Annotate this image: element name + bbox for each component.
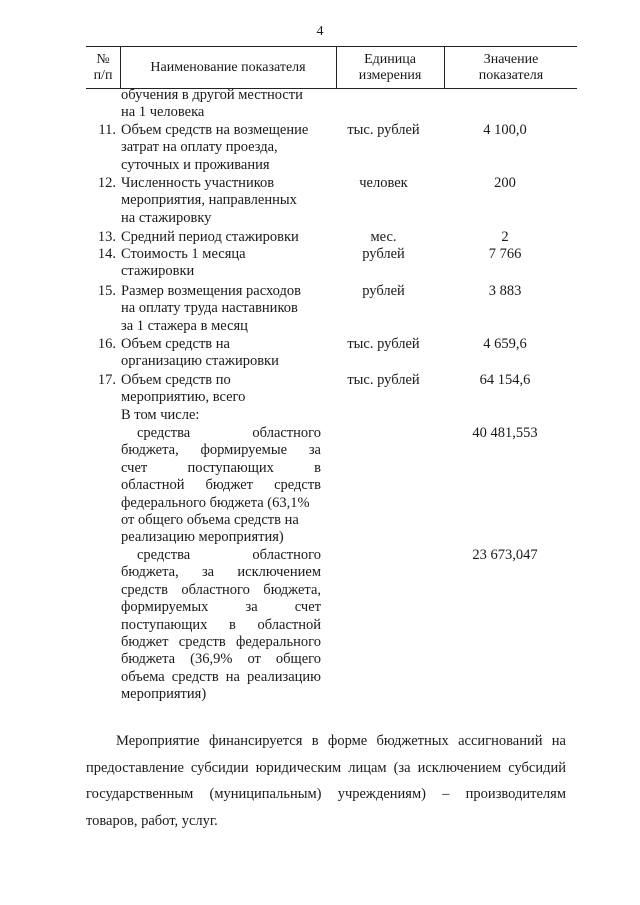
header-value-line-1: Значение: [483, 51, 539, 67]
name-line: средства областного: [137, 425, 321, 441]
row-name-continuation: [121, 87, 321, 122]
name-line: затрат на оплату проезда,: [121, 139, 278, 156]
row-name-subitem-federal: [121, 425, 321, 547]
header-number-symbol: №: [96, 51, 110, 67]
row-value-11: 4 100,0: [483, 122, 527, 138]
name-line: объема средств на реализацию: [121, 668, 321, 685]
row-name-15: [121, 283, 321, 335]
row-unit-12: человек: [359, 175, 408, 191]
row-unit-17: тыс. рублей: [347, 372, 420, 388]
name-line: Численность участников: [121, 175, 275, 191]
name-line: Объем средств на: [121, 336, 230, 352]
row-value-17: 64 154,6: [479, 372, 531, 388]
name-line: поступающих в областной: [121, 616, 321, 633]
name-line: реализацию мероприятия): [121, 529, 284, 546]
name-line: Объем средств по: [121, 372, 231, 388]
name-line: бюджета, за исключением: [121, 564, 321, 581]
row-unit-15: рублей: [362, 283, 405, 299]
name-line: областной бюджет средств: [121, 477, 321, 494]
row-name-16: [121, 336, 321, 371]
row-value-16: 4 659,6: [483, 336, 527, 352]
paragraph-line: товаров, работ, услуг.: [86, 812, 218, 829]
header-unit-line-1: Единица: [364, 51, 416, 67]
row-value-13: 2: [501, 229, 509, 245]
row-name-subitem-regional: [121, 547, 321, 704]
name-line: Средний период стажировки: [121, 229, 299, 245]
name-line: на оплату труда наставников: [121, 300, 298, 317]
row-unit-16: тыс. рублей: [347, 336, 420, 352]
name-line: организацию стажировки: [121, 353, 279, 370]
name-line: мероприятию, всего: [121, 389, 246, 406]
name-line: мероприятия): [121, 686, 207, 703]
row-number-11: 11.: [98, 122, 116, 138]
row-unit-11: тыс. рублей: [347, 122, 420, 138]
row-number-13: 13.: [97, 229, 116, 245]
name-line: В том числе:: [121, 406, 200, 423]
header-name-label: Наименование показателя: [150, 59, 306, 75]
name-line: бюджет средств федерального: [121, 634, 321, 651]
row-number-12: 12.: [97, 175, 116, 191]
paragraph-line: предоставление субсидии юридическим лицам (за исключением субсидий: [86, 759, 566, 776]
row-name-11: [121, 122, 321, 174]
row-name-13: [121, 229, 321, 246]
header-value-line-2: показателя: [478, 67, 544, 83]
row-number-16: 16.: [97, 336, 116, 352]
name-line: средства областного: [137, 547, 321, 563]
row-value-12: 200: [494, 175, 516, 191]
row-value-subitem-federal: 40 481,553: [472, 425, 538, 441]
row-unit-13: мес.: [370, 229, 397, 245]
name-line: на стажировку: [121, 209, 212, 226]
name-line: средств областного бюджета,: [121, 581, 321, 598]
row-number-15: 15.: [97, 283, 116, 299]
paragraph-line: государственным (муниципальным) учреждениям) – производителям: [86, 786, 566, 802]
row-value-15: 3 883: [488, 283, 522, 299]
name-line: Размер возмещения расходов: [121, 283, 301, 299]
name-line: от общего объема средств на: [121, 512, 299, 529]
header-number-abbrev: п/п: [93, 67, 113, 83]
name-line: бюджета, формируемые за: [121, 442, 321, 459]
row-unit-14: рублей: [362, 246, 405, 262]
paragraph-line: Мероприятие финансируется в форме бюджетных ассигнований на: [116, 733, 566, 749]
row-number-17: 17.: [97, 372, 116, 388]
name-line: счет поступающих в: [121, 459, 321, 476]
financing-paragraph: [86, 728, 566, 834]
name-line: федерального бюджета (63,1%: [121, 494, 310, 511]
page-number: 4: [316, 24, 324, 39]
row-name-12: [121, 175, 321, 227]
row-name-17: [121, 372, 321, 424]
row-name-14: [121, 246, 321, 281]
name-line: бюджета (36,9% от общего: [121, 651, 321, 668]
name-line: Стоимость 1 месяца: [121, 246, 246, 262]
row-value-subitem-regional: 23 673,047: [472, 547, 538, 563]
name-line: Объем средств на возмещение: [121, 122, 309, 138]
name-line: за 1 стажера в месяц: [121, 317, 248, 334]
row-value-14: 7 766: [488, 246, 522, 262]
name-line: суточных и проживания: [121, 156, 270, 173]
header-unit-line-2: измерения: [358, 67, 422, 83]
row-number-14: 14.: [97, 246, 116, 262]
name-line: стажировки: [121, 263, 195, 280]
name-line: мероприятия, направленных: [121, 192, 297, 209]
name-line: обучения в другой местности: [121, 87, 303, 103]
name-line: формируемых за счет: [121, 599, 321, 616]
name-line: на 1 человека: [121, 104, 205, 121]
